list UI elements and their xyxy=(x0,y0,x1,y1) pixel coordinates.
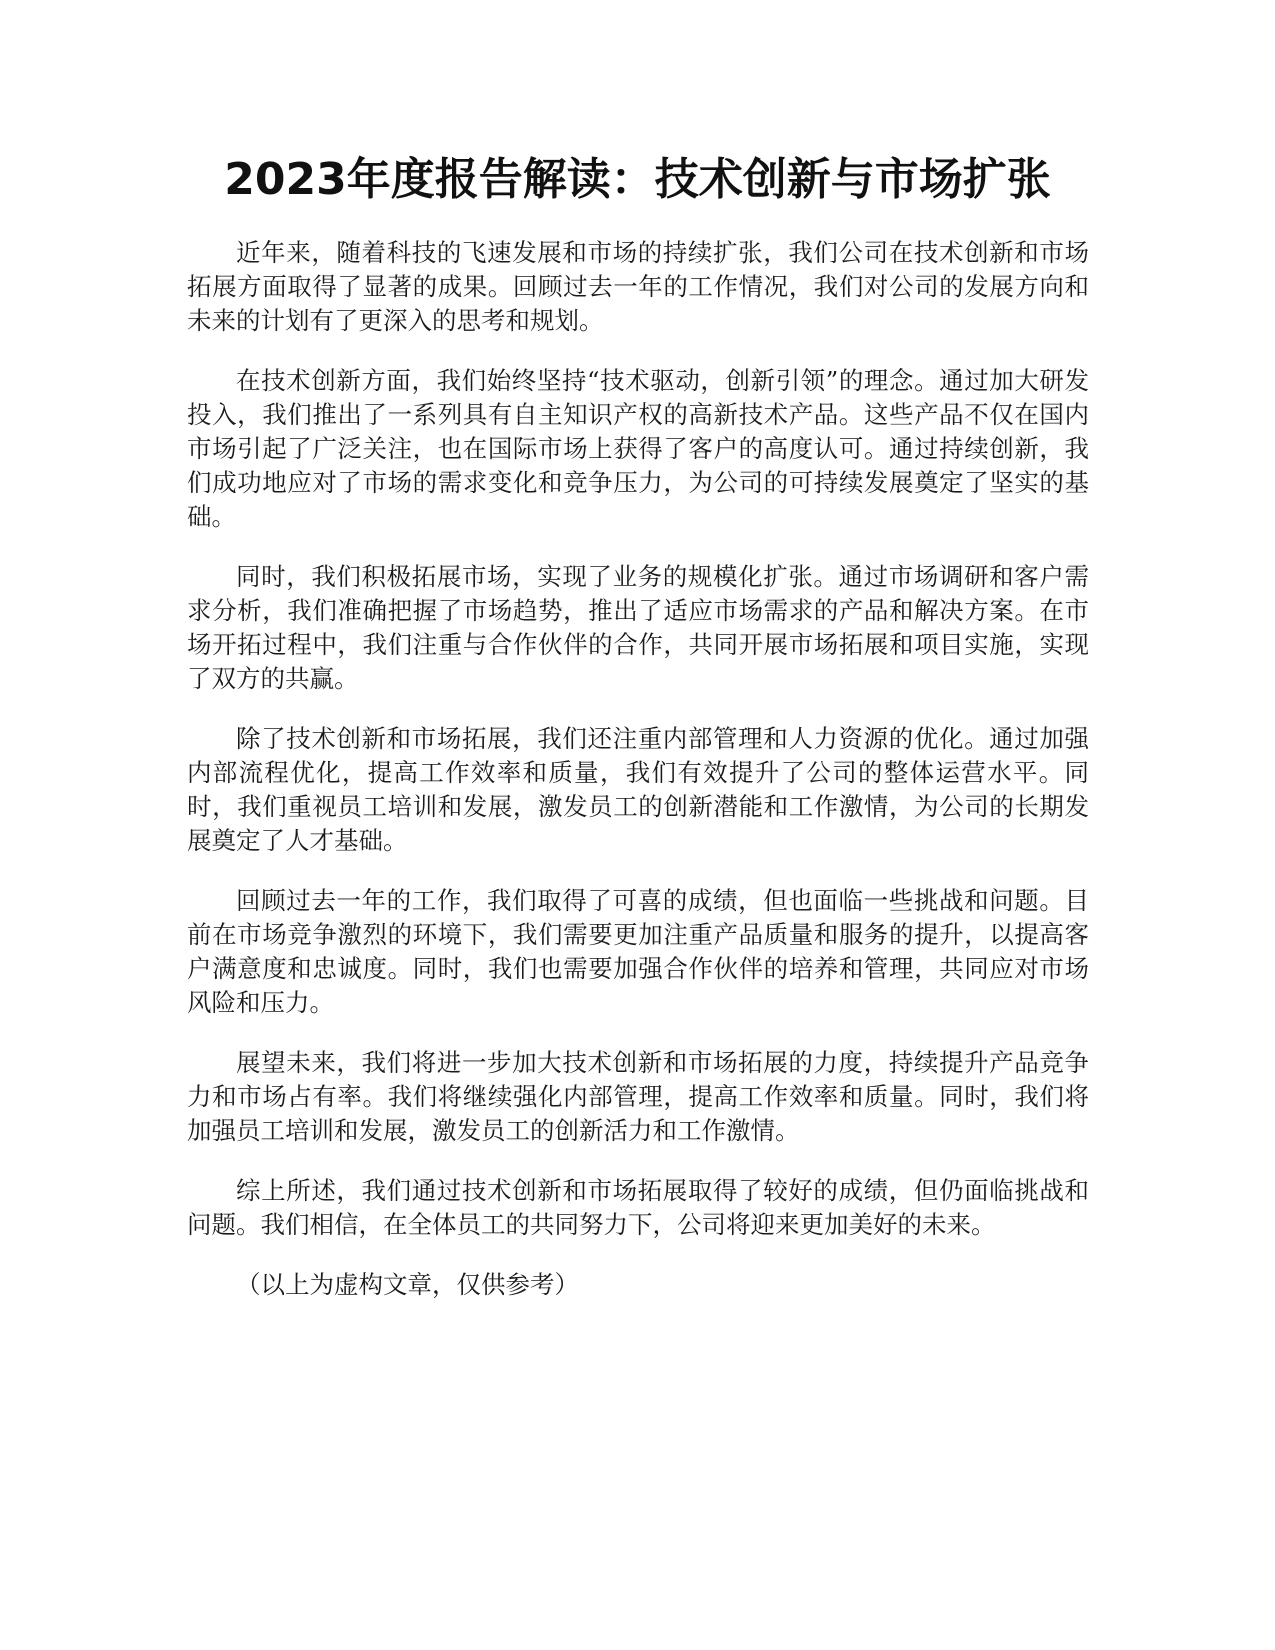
document-body xyxy=(187,236,1089,1302)
paragraph-1: 近年来，随着科技的飞速发展和市场的持续扩张，我们公司在技术创新和市场拓展方面取得了显著的成果。回顾过去一年的工作情况，我们对公司的发展方向和未来的计划有了更深入的思考和规划。 xyxy=(187,238,1089,335)
paragraph-5: 回顾过去一年的工作，我们取得了可喜的成绩，但也面临一些挑战和问题。目前在市场竞争激烈的环境下，我们需要更加注重产品质量和服务的提升，以提高客户满意度和忠诚度。同时，我们也需要加强合作伙伴的培养和管理，共同应对市场风险和压力。 xyxy=(187,886,1089,1017)
paragraph-6: 展望未来，我们将进一步加大技术创新和市场拓展的力度，持续提升产品竞争力和市场占有率。我们将继续强化内部管理，提高工作效率和质量。同时，我们将加强员工培训和发展，激发员工的创新活力和工作激情。 xyxy=(187,1048,1089,1145)
paragraph-7: 综上所述，我们通过技术创新和市场拓展取得了较好的成绩，但仍面临挑战和问题。我们相信，在全体员工的共同努力下，公司将迎来更加美好的未来。 xyxy=(187,1176,1089,1239)
paragraph-4: 除了技术创新和市场拓展，我们还注重内部管理和人力资源的优化。通过加强内部流程优化，提高工作效率和质量，我们有效提升了公司的整体运营水平。同时，我们重视员工培训和发展，激发员工的创新潜能和工作激情，为公司的长期发展奠定了人才基础。 xyxy=(187,724,1089,855)
document-title: 2023年度报告解读：技术创新与市场扩张 xyxy=(224,154,1051,205)
paragraph-2: 在技术创新方面，我们始终坚持“技术驱动，创新引领”的理念。通过加大研发投入，我们推出了一系列具有自主知识产权的高新技术产品。这些产品不仅在国内市场引起了广泛关注，也在国际市场上获得了客户的高度认可。通过持续创新，我们成功地应对了市场的需求变化和竞争压力，为公司的可持续发展奠定了坚实的基础。 xyxy=(187,366,1089,531)
paragraph-3: 同时，我们积极拓展市场，实现了业务的规模化扩张。通过市场调研和客户需求分析，我们准确把握了市场趋势，推出了适应市场需求的产品和解决方案。在市场开拓过程中，我们注重与合作伙伴的合作，共同开展市场拓展和项目实施，实现了双方的共赢。 xyxy=(187,562,1089,693)
disclaimer-note: （以上为虚构文章，仅供参考） xyxy=(236,1270,579,1299)
